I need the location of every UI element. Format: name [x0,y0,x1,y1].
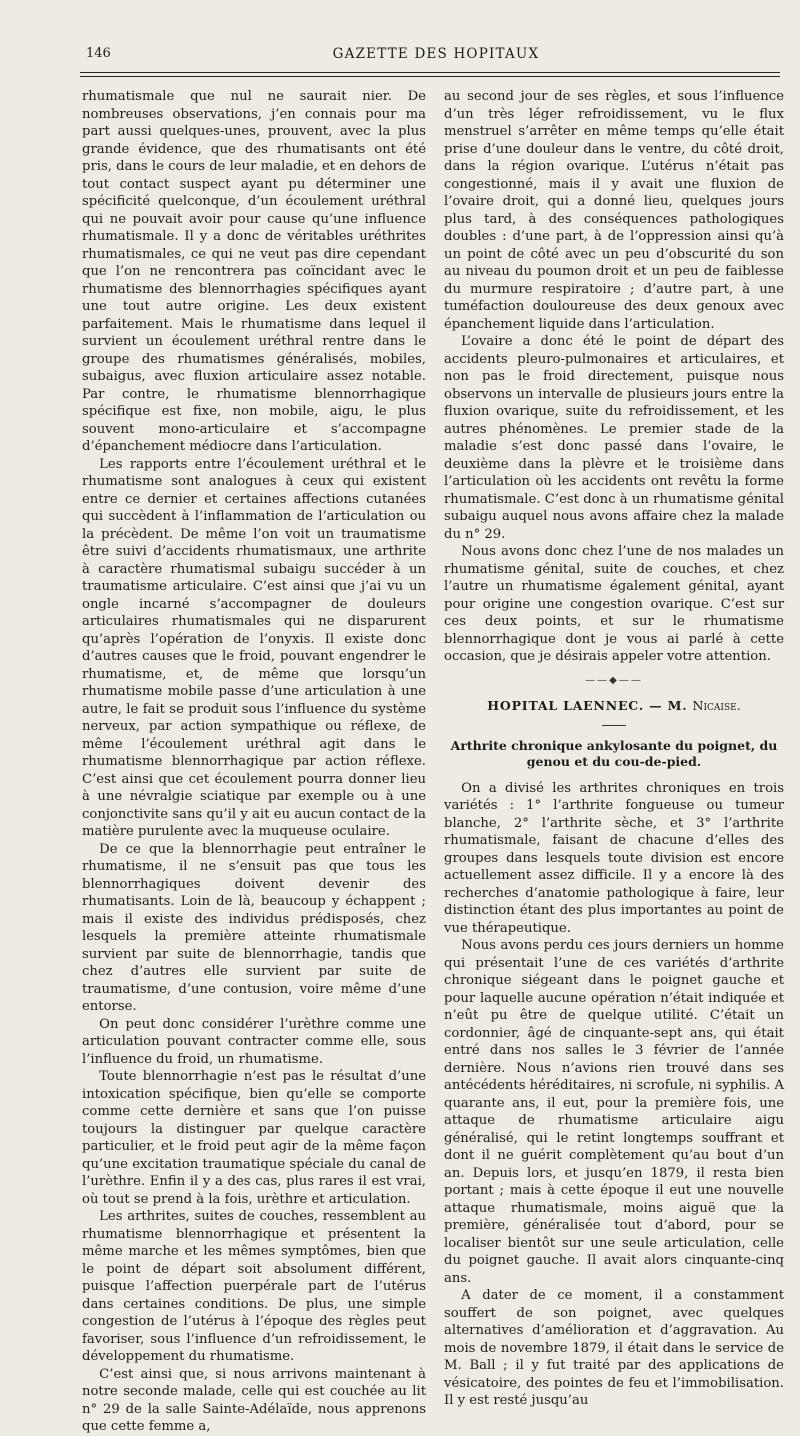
article-subtitle: Arthrite chronique ankylosante du poignet, du genou et du cou-de-pied. [450,737,778,769]
short-divider [602,725,626,726]
hospital-name: HOPITAL LAENNEC. — M. [487,698,688,713]
paragraph: C’est ainsi que, si nous arrivons maintenant à notre seconde malade, celle qui est couchée au lit n° 29 de la salle Sainte-Adélaïde, nous apprenons que cette femme a, [82,1366,426,1434]
section-title [444,697,784,715]
paragraph: On a divisé les arthrites chroniques en trois variétés : 1° l’arthrite fongueuse ou tumeur blanche, 2° l’arthrite sèche, et 3° l’arthrite rhumatismale, faisant de chacune d’elles des groupes dans lesquels toute division est encore actuellement assez difficile. Il y a encore là des recherches d’anatomie pathologique à faire, leur distinction étant des plus importantes au point de vue thérapeutique. [444,780,784,936]
paragraph: Les arthrites, suites de couches, ressemblent au rhumatisme blennorrhagique et présentent la même marche et les mêmes symptômes, bien que le point de départ soit absolument différent, puisque l’affection puerpérale part de l’utérus dans certaines conditions. De plus, une simple congestion de l’utérus à l’époque des règles peut favoriser, sous l’influence d’un refroidissement, le développement du rhumatisme. [82,1209,426,1364]
paragraph: A dater de ce moment, il a constamment souffert de son poignet, avec quelques alternatives d’amélioration et d’aggravation. Au mois de novembre 1879, il était dans le service de M. Ball ; il y fut traité par des applications de vésicatoire, des pointes de feu et l’immobilisation. Il y est resté jusqu’au [444,1288,784,1408]
paragraph: Les rapports entre l’écoulement uréthral et le rhumatisme sont analogues à ceux qui existent entre ce dernier et certaines affections cutanées qui succèdent à l’inflammation de l’articulation ou la précèdent. De même l’on voit un traumatisme être suivi d’accidents rhumatismaux, une arthrite à caractère rhumatismal subaigu succéder à un traumatisme articulaire. C’est ainsi que j’ai vu un ongle incarné s’accompagner de douleurs articulaires rhumatismales qui ne disparurent qu’après l’opération de l’onyxis. Il existe donc d’autres causes que le froid, pouvant engendrer le rhumatisme, et, de même que lorsqu’un rhumatisme mobile passe d’une articulation à une autre, le fait se produit sous l’influence du système nerveux, par action sympathique ou réflexe, de même l’écoulement uréthral agit dans le rhumatisme blennorrhagique par action réflexe. C’est ainsi que cet écoulement pourra donner lieu à une névralgie sciatique par exemple ou à une conjonctivite sans qu’il y ait eu aucun contact de la matière purulente avec la muqueuse oculaire. [82,456,426,839]
paragraph: De ce que la blennorrhagie peut entraîner le rhumatisme, il ne s’ensuit pas que tous les blennorrhagiques doivent devenir des rhumatisants. Loin de là, beaucoup y échappent ; mais il existe des individus prédisposés, chez lesquels la première atteinte rhumatismale survient par suite de blennorrhagie, tandis que chez d’autres elle survient par suite de traumatisme, d’une contusion, voire même d’une entorse. [82,841,426,1014]
author-name: Nicaise. [692,698,741,713]
page-header [86,44,786,66]
paragraph: Nous avons perdu ces jours derniers un homme qui présentait l’une de ces variétés d’arthrite chronique siégeant dans le poignet gauche et pour laquelle aucune opération n’était indiquée et n’eût pu être de quelque utilité. C’était un cordonnier, âgé de cinquante-sept ans, qui était entré dans nos salles le 3 février de l’année dernière. Nous n’avions rien trouvé dans ses antécédents héréditaires, ni scrofule, ni syphilis. A quarante ans, il eut, pour la première fois, une attaque de rhumatisme articulaire aigu généralisé, qui le retint longtemps souffrant et dont il ne guérit complètement qu’au bout d’un an. Depuis lors, et jusqu’en 1879, il resta bien portant ; mais à cette époque il eut une nouvelle attaque rhumatismale, moins aiguë que la première, généralisée tout d’abord, pour se localiser bientôt sur une seule articulation, celle du poignet gauche. Il avait alors cinquante-cinq ans. [444,938,784,1286]
header-rule [80,72,780,73]
left-column [82,88,426,1436]
paragraph: Toute blennorrhagie n’est pas le résultat d’une intoxication spécifique, bien qu’elle se comporte comme cette dernière et sans que l’on puisse toujours la distinguer par quelque caractère particulier, et le froid peut agir de la même façon qu’une excitation traumatique spéciale du canal de l’urèthre. Enfin il y a des cas, plus rares il est vrai, où tout se prend à la fois, urèthre et articulation. [82,1069,426,1207]
paragraph: rhumatismale que nul ne saurait nier. De nombreuses observations, j’en connais pour ma part aussi quelques-unes, prouvent, avec la plus grande évidence, que des rhumatisants ont été pris, dans le cours de leur maladie, et en dehors de tout contact suspect ayant pu déterminer une spécificité quelconque, d’un écoulement uréthral qui ne pouvait avoir pour cause qu’une influence rhumatismale. Il y a donc de véritables uréthrites rhumatismales, ce qui ne veut pas dire cependant que l’on ne rencontrera pas coïncidant avec le rhumatisme des blennorrhagies spécifiques ayant une tout autre origine. Les deux existent parfaitement. Mais le rhumatisme dans lequel il survient un écoulement uréthral rentre dans le groupe des rhumatismes généralisés, mobiles, subaigus, avec fluxion articulaire assez notable. Par contre, le rhumatisme blennorrhagique spécifique est fixe, non mobile, aigu, le plus souvent mono-articulaire et s’accompagne d’épanchement médiocre dans l’articulation. [82,89,426,454]
header-rule-double [80,76,780,77]
page-number: 146 [86,46,111,61]
right-column [444,88,784,1410]
paragraph: On peut donc considérer l’urèthre comme une articulation pouvant contracter comme elle, sous l’influence du froid, un rhumatisme. [82,1016,426,1067]
paragraph: au second jour de ses règles, et sous l’influence d’un très léger refroidissement, vu le flux menstruel s’arrêter en même temps qu’elle était prise d’une douleur dans le ventre, du côté droit, dans la région ovarique. L’utérus n’était pas congestionné, mais il y avait une fluxion de l’ovaire droit, qui a donné lieu, quelques jours plus tard, à des conséquences pathologiques doubles : d’une part, à de l’oppression ainsi qu’à un point de côté avec un peu d’obscurité du son au niveau du poumon droit et un peu de faiblesse du murmure respiratoire ; d’autre part, à une tuméfaction douloureuse des deux genoux avec épanchement liquide dans l’articulation. [444,89,784,332]
paragraph: Nous avons donc chez l’une de nos malades un rhumatisme génital, suite de couches, et chez l’autre un rhumatisme également génital, ayant pour origine une congestion ovarique. C’est sur ces deux points, et sur le rhumatisme blennorrhagique dont je vous ai parlé à cette occasion, que je désirais appeler votre attention. [444,544,784,664]
journal-title: GAZETTE DES HOPITAUX [332,46,540,62]
section-ornament: ——◆—— [585,674,643,686]
paragraph: L’ovaire a donc été le point de départ des accidents pleuro-pulmonaires et articulaires, et non pas le froid directement, puisque nous observons un intervalle de plusieurs jours entre la fluxion ovarique, suite du refroidissement, et les autres phénomènes. Le premier stade de la maladie s’est donc passé dans l’ovaire, le deuxième dans la plèvre et le troisième dans l’articulation où les accidents ont revêtu la forme rhumatismale. C’est donc à un rhumatisme génital subaigu auquel nous avons affaire chez la malade du n° 29. [444,334,784,542]
